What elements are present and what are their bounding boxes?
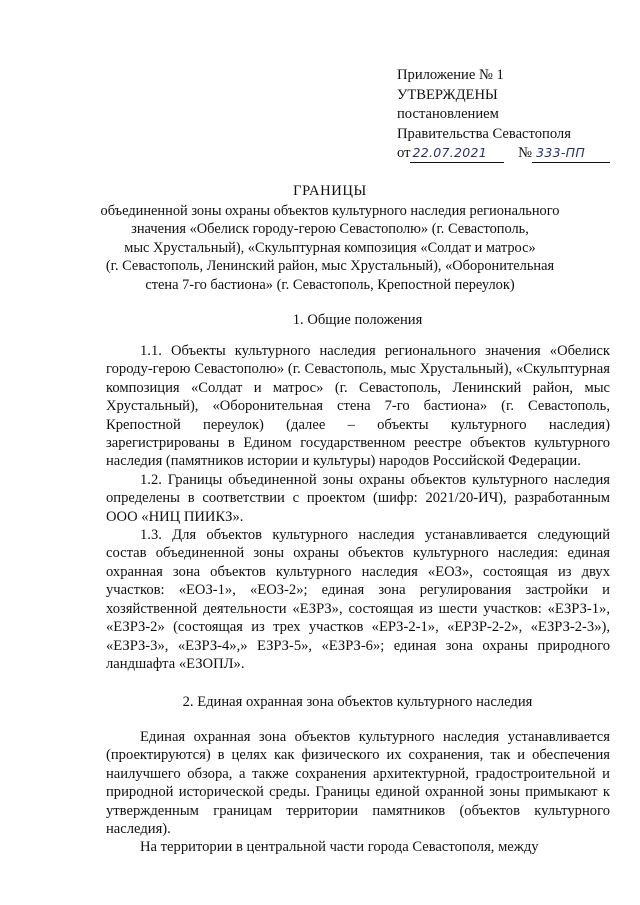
title-line: мыс Хрустальный), «Скульптурная композиция «Солдат и матрос»: [124, 239, 536, 256]
section-2-body: [106, 728, 610, 857]
title-line: (г. Севастополь, Ленинский район, мыс Хрустальный), «Оборонительная: [105, 258, 555, 275]
title-line: объединенной зоны охраны объектов культурного наследия регионального: [100, 202, 560, 219]
handwritten-date: 22.07.2021: [412, 145, 488, 161]
document-title: [100, 182, 560, 295]
number-label: №: [518, 145, 533, 162]
resolution-label: постановлением: [397, 106, 499, 123]
government-label: Правительства Севастополя: [397, 125, 571, 142]
title-line: значения «Обелиск городу-герою Севастополю» (г. Севастополь,: [131, 221, 529, 238]
paragraph-2-1: Единая охранная зона объектов культурного наследия устанавливается (проектируются) в целях как физического их сохранения, так и обеспечения наилучшего обзора, а также сохранения архитектурной, градостроительной и природной исторической среды. Границы единой охранной зоны примыкают к утвержденным границам территории памятников (объектов культурного наследия).: [106, 729, 610, 838]
paragraph-1-1: 1.1. Объекты культурного наследия регионального значения «Обелиск городу-герою Севастополю» (г. Севастополь, мыс Хрустальный), «Скульптурная композиция «Солдат и матрос» (г. Севастополь, Ленинский район, мыс Хрустальный), «Оборонительная стена 7-го бастиона» (г. Севастополь, Крепостной переулок) (далее – объекты культурного наследия) зарегистрированы в Едином государственном реестре объектов культурного наследия (памятников истории и культуры) народов Российской Федерации.: [106, 343, 610, 470]
paragraph-1-3: 1.3. Для объектов культурного наследия устанавливается следующий состав объединенной зоны охраны объектов культурного наследия: единая охранная зона объектов культурного наследия «ЕОЗ», состоящая из двух участков: «ЕОЗ-1», «ЕОЗ-2»; единая зона регулирования застройки и хозяйственной деятельности «ЕЗРЗ», состоящая из шести участков: «ЕЗРЗ-1», «ЕЗРЗ-2» (состоящая из трех участков «ЕРЗ-2-1», «ЕРЗР-2-2», «ЕЗРЗ-2-3»), «ЕЗРЗ-3», «ЕЗРЗ-4»,» ЕЗРЗ-5», «ЕЗРЗ-6»; единая зона охраны природного ландшафта «ЕЗОПЛ».: [106, 527, 610, 672]
section-2-heading: 2. Единая охранная зона объектов культурного наследия: [182, 694, 533, 710]
approved-label: УТВЕРЖДЕНЫ: [397, 86, 498, 103]
appendix-label: Приложение № 1: [397, 67, 504, 83]
section-1-heading: 1. Общие положения: [292, 312, 423, 328]
paragraph-1-2: 1.2. Границы объединенной зоны охраны объектов культурного наследия определены в соответствии с проектом (шифр: 2021/20-ИЧ), разработанным ООО «НИЦ ПИИКЗ».: [106, 471, 610, 525]
title-line: стена 7-го бастиона» (г. Севастополь, Крепостной переулок): [145, 276, 515, 293]
paragraph-2-2: На территории в центральной части города Севастополя, между: [140, 839, 539, 856]
section-1-body: [106, 342, 610, 673]
number-field: [532, 144, 610, 163]
handwritten-number: 333-ПП: [536, 145, 586, 161]
from-label: от: [397, 145, 411, 162]
approval-block: [397, 66, 627, 164]
title-heading: ГРАНИЦЫ: [293, 183, 367, 199]
date-field: [410, 144, 504, 163]
date-number-line: [397, 144, 627, 164]
